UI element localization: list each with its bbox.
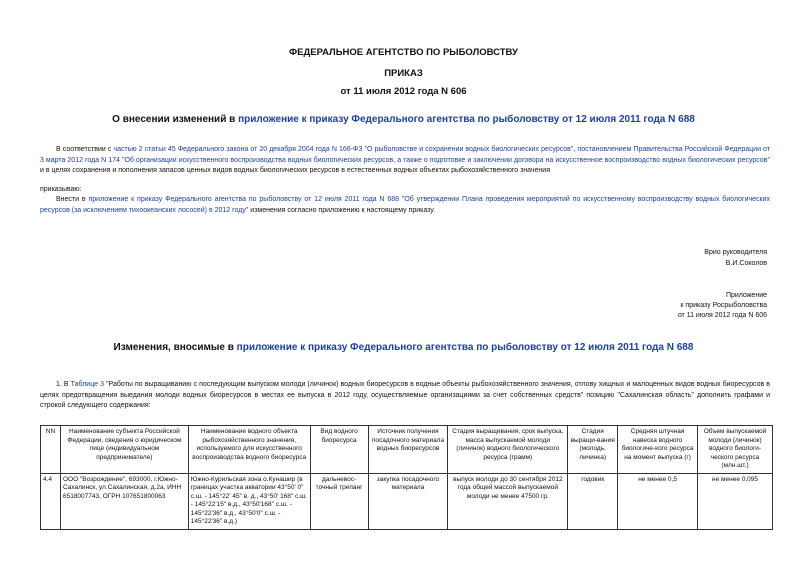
table-header-cell: Наименование водного объекта рыбохозяйственного значения, используемого для искусственного воспроизводства водного биоресурса [188,426,310,474]
table-header-cell: Источник получения посадочного материала водных биоресурсов [368,426,448,474]
doc-title [0,114,807,125]
signature-position: Врио руководителя [704,249,767,256]
paragraph-changes [40,380,770,412]
appendix-title-prefix: Изменения, вносимые в [113,342,237,353]
table-cell: выпуск молоди до 30 сентября 2012 года общей массой выпускаемой молоди не менее 47500 гр. [448,473,568,529]
table-row [41,473,773,529]
text-span: изменения согласно приложению к настоящему приказу. [248,206,436,214]
table-header-cell: Средняя штучная навеска водного биологиче-кого ресурса на момент выпуска (г) [618,426,698,474]
order-link[interactable]: приложение к приказу Федерального агентства по рыболовству от 12 июля 2011 года N 688 "Об утверждении Плана проведения мероприятий по искусственному воспроизводству водных биологических ресурсов (за исключением тихоокеанских лососей) в 2012 году" [40,196,770,214]
table-header-cell: Стадия выращивания, срок выпуска, масса выпускаемой молоди (личинок) водного биологического ресурса (грамм) [448,426,568,474]
table-cell: Южно-Курильская зона о.Кунашир (в границах участка акватории 43°50' 0" с.ш. - 145°22' 45" в. д., 43°50' 168" с.ш. - 145°22'15" в.д., 43°50'168" с.ш. - 145°22'36" в.д., 43°50'0" с.ш. - 145°22'36" в.д.) [188,473,310,529]
table-cell: 4.4 [41,473,61,529]
table-cell: годовик [568,473,618,529]
doc-title-link[interactable]: приложение к приказу Федерального агентства по рыболовству от 12 июля 2011 года N 688 [238,114,695,125]
table-cell: закупка посадочного материала [368,473,448,529]
table-header-row [41,426,773,474]
appendix-date: от 11 июля 2012 года N 606 [677,312,767,319]
law-link[interactable]: частью 2 статьи 45 Федерального закона от 20 декабря 2004 года N 166-ФЗ "О рыболовстве и сохранении водных биологических ресурсов" [113,146,574,153]
text-span: "Работы по выращиванию с последующим выпуском молоди (личинок) водных биоресурсов в водные объекты рыбохозяйственного значения, отлову хищных и малоценных видов водных биоресурсов в целях предотвращения выедания молоди водных биоресурсов в местах ее выпуска в 2012 году, осуществляемые организациями за счет собственных средств" позицию "Сахалинская область" дополнить графами и строкой следующего содержания: [40,381,770,409]
agency-name: ФЕДЕРАЛЬНОЕ АГЕНТСТВО ПО РЫБОЛОВСТВУ [289,47,518,58]
table-cell: не менее 0,5 [618,473,698,529]
appendix-title [0,342,807,353]
text-span: В соответствии с [56,146,114,153]
table-cell: ООО "Возрождение", 693000, г.Южно-Сахалинск, ул.Сахалинская, д.2а, ИНН 6518007743, ОГРН 107651800063 [60,473,188,529]
table-cell: не менее 0,095 [698,473,773,529]
appendix-label: Приложение [725,292,767,299]
text-span: и в целях сохранения и пополнения запасов ценных видов водных биологических ресурсов в естественных водных объектах рыбохозяйственного значения [40,167,550,174]
table-cell: дальневос-точный трепанг [310,473,368,529]
text-span: 1. В [56,381,71,388]
doc-title-prefix: О внесении изменений в [112,114,239,125]
table-header-cell: Стадия выращи-вания (молодь, личинка) [568,426,618,474]
changes-table [40,425,773,530]
doc-type: ПРИКАЗ [384,68,423,79]
text-span: Внести в [56,196,89,203]
table-header-cell: Вид водного биоресурса [310,426,368,474]
table-header-cell: NN [41,426,61,474]
table-header-cell: Наименование субъекта Российской Федерации, сведения о юридическом лице (индивидуальном предпринимателе) [60,426,188,474]
decree-link[interactable]: постановлением Правительства Российской Федерации от 3 марта 2012 года N 174 "Об организации искусственного воспроизводства водных биологических ресурсов, а также о подготовке и заключении договора на искусственное воспроизводство водных биологических ресурсов" [40,146,770,164]
appendix-ref: к приказу Росрыболовства [680,302,767,309]
table-header-cell: Объем выпускаемой молоди (личинок) водного биологи-ческого ресурса (млн.шт.) [698,426,773,474]
text-span: , [573,146,578,153]
paragraph-order [40,195,770,216]
doc-date-number: от 11 июля 2012 года N 606 [340,86,467,97]
signature-name: В.И.Соколов [725,260,767,267]
appendix-title-link[interactable]: приложение к приказу Федерального агентства по рыболовству от 12 июля 2011 года N 688 [236,342,694,353]
order-word: приказываю: [40,186,82,193]
paragraph-preamble [40,145,770,177]
table3-link[interactable]: Таблице 3 [70,381,104,388]
